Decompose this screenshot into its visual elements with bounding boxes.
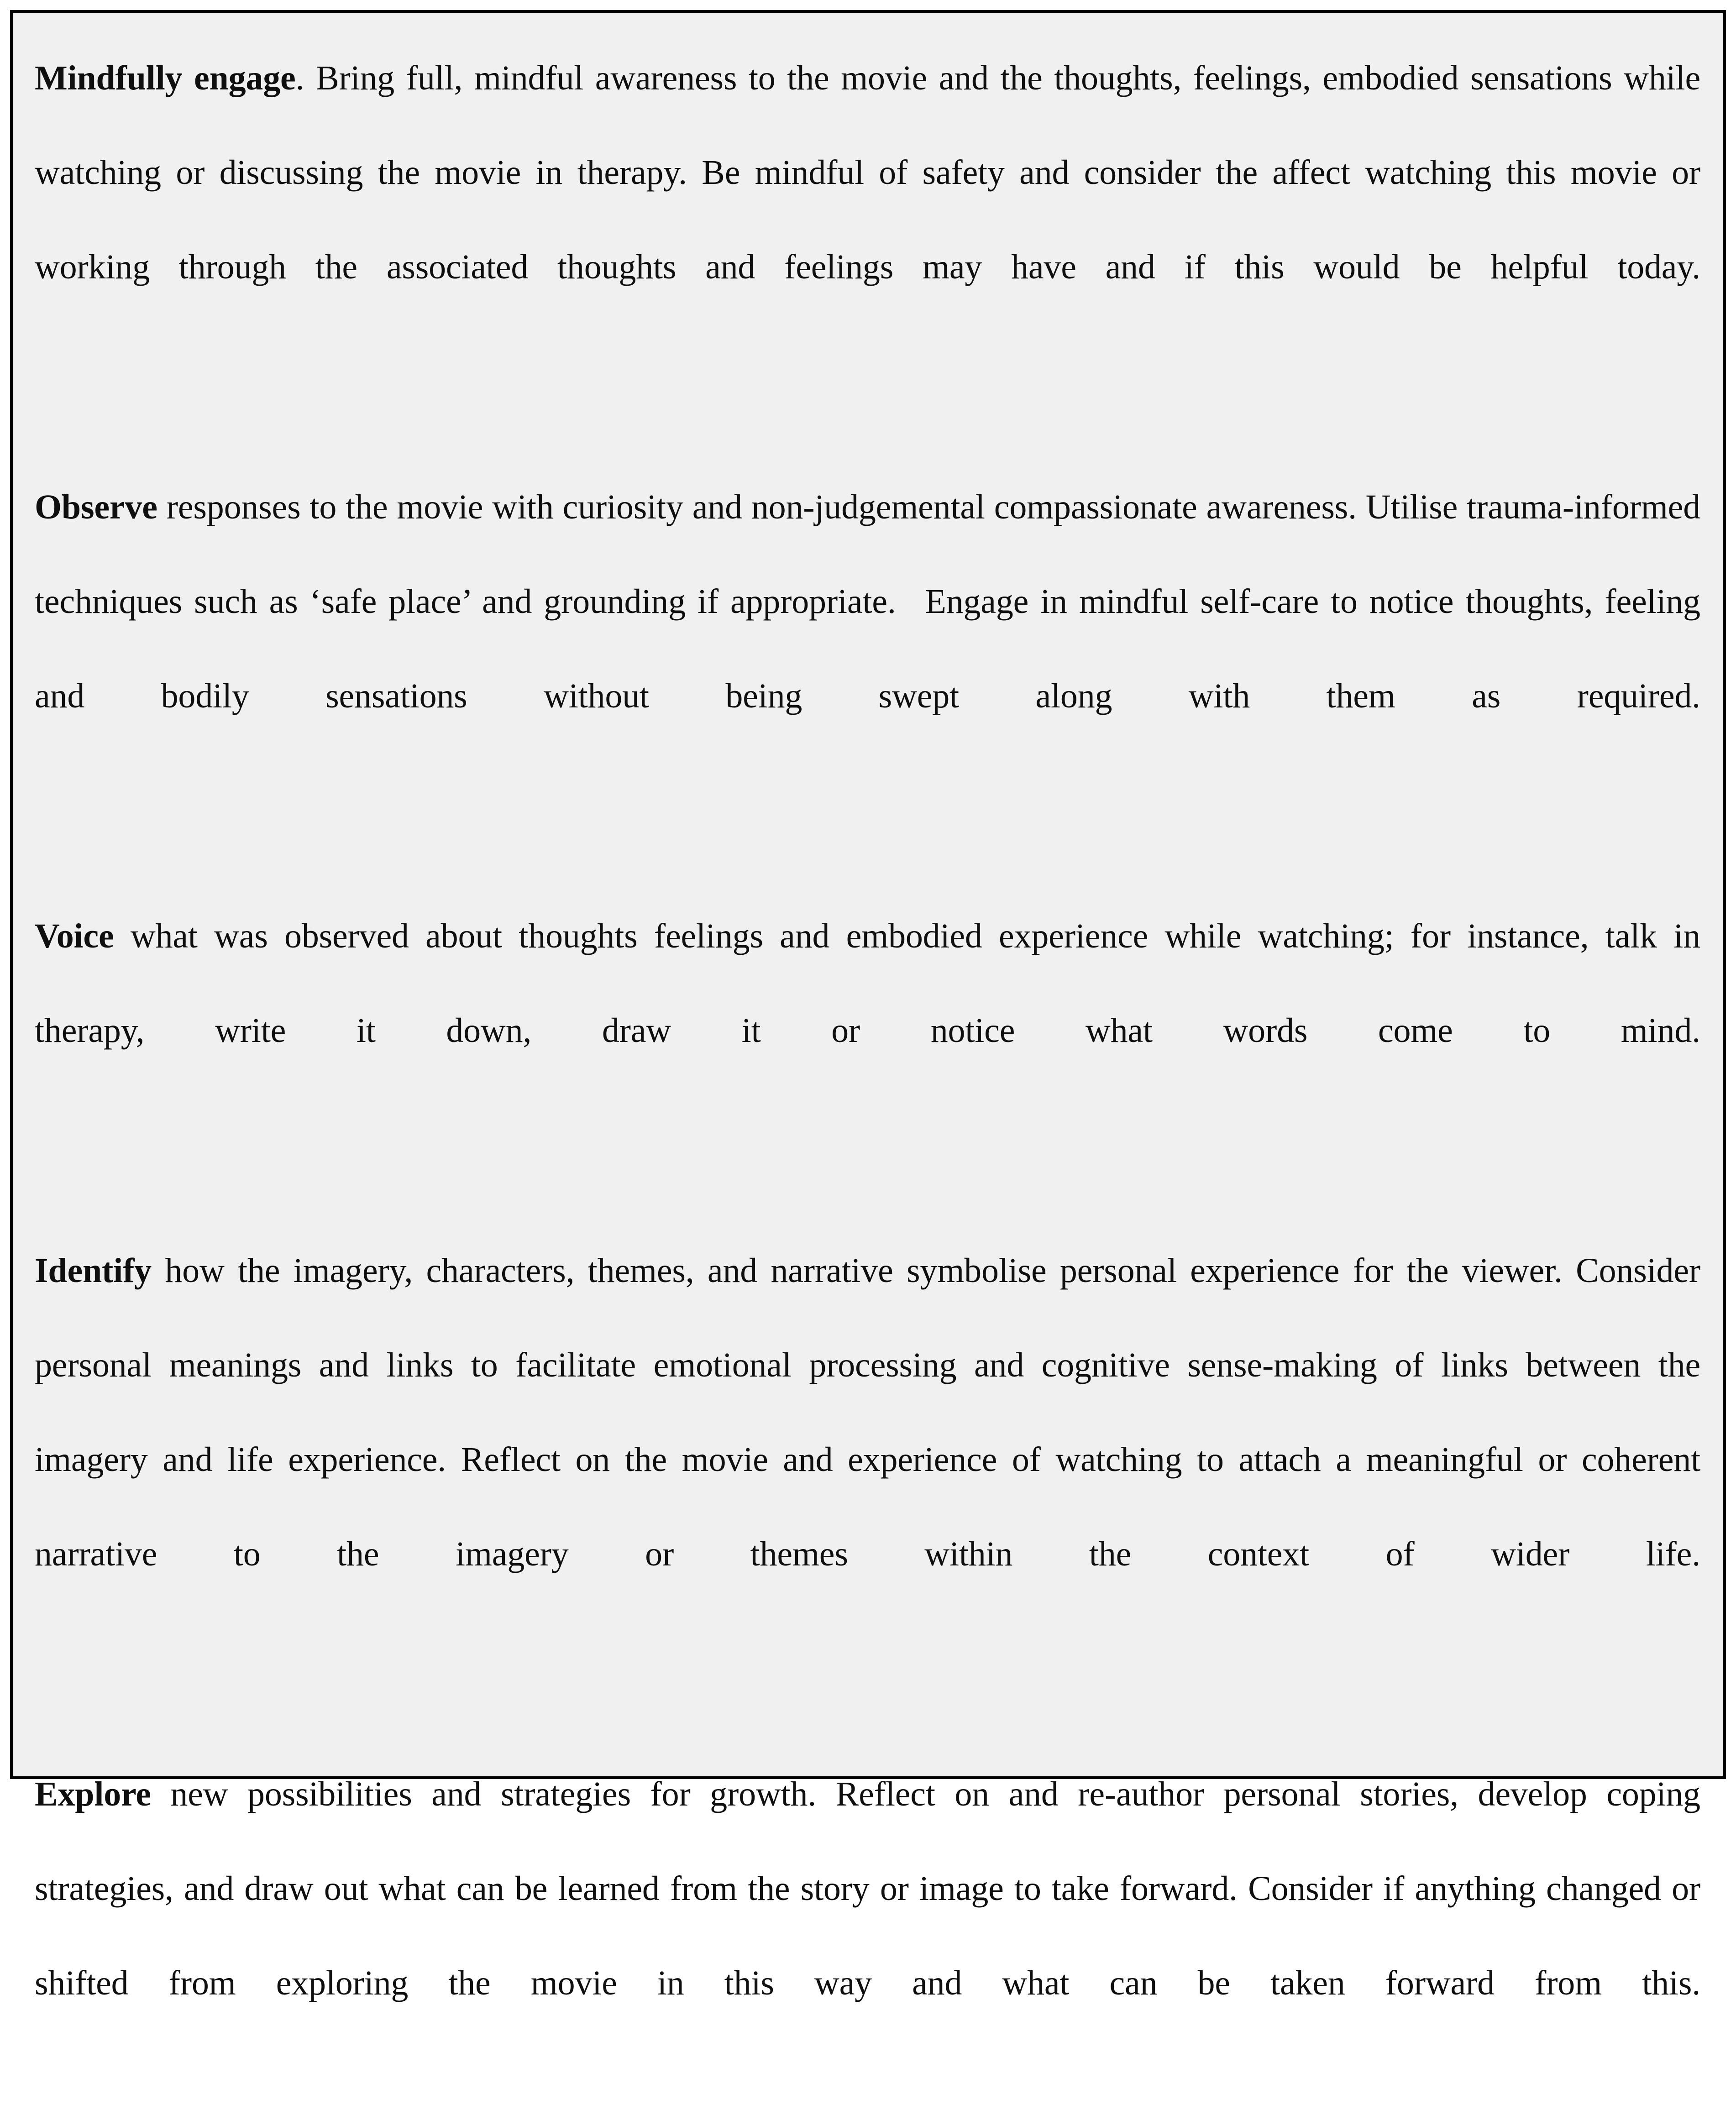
step-lead-explore: Explore: [35, 1775, 151, 1813]
step-lead-observe: Observe: [35, 488, 157, 526]
step-paragraph-voice: [35, 889, 1700, 1172]
framework-text-box: [10, 10, 1726, 2002]
step-lead-voice: Voice: [35, 917, 114, 955]
step-body-mindfully-engage: . Bring full, mindful awareness to the movie and the thoughts, feelings, embodied sensations while watching or discussing the movie in therapy. Be mindful of safety and consider the affect watching this movie or working through the associated thoughts and feelings may have and if this would be helpful today.: [35, 59, 1700, 286]
step-body-identify: how the imagery, characters, themes, and narrative symbolise personal experience for the viewer. Consider personal meanings and links to facilitate emotional processing and cognitive sense-making of links between the imagery and life experience. Reflect on the movie and experience of watching to attach a meaningful or coherent narrative to the imagery or themes within the context of wider life.: [35, 1251, 1700, 1573]
step-paragraph-mindfully-engage: [35, 31, 1700, 409]
step-body-observe: responses to the movie with curiosity and non-judgemental compassionate awareness. Utilise trauma-informed techniques such as ‘safe place’ and grounding if appropriate. Engage in mindful self-care to notice thoughts, feeling and bodily sensations without being swept along with them as required.: [35, 488, 1700, 715]
step-body-voice: what was observed about thoughts feelings and embodied experience while watching; for instance, talk in therapy, write it down, draw it or notice what words come to mind.: [35, 917, 1700, 1050]
step-body-explore: new possibilities and strategies for growth. Reflect on and re-author personal stories, develop coping strategies, and draw out what can be learned from the story or image to take forward. Consider if anything changed or shifted from exploring the movie in this way and what can be taken forward from this.: [35, 1775, 1700, 2002]
steps-list: [35, 31, 1700, 2125]
step-lead-mindfully-engage: Mindfully engage: [35, 59, 296, 97]
step-lead-identify: Identify: [35, 1251, 152, 1290]
step-paragraph-observe: [35, 460, 1700, 838]
step-paragraph-explore: [35, 1747, 1700, 2125]
step-paragraph-identify: [35, 1224, 1700, 1696]
